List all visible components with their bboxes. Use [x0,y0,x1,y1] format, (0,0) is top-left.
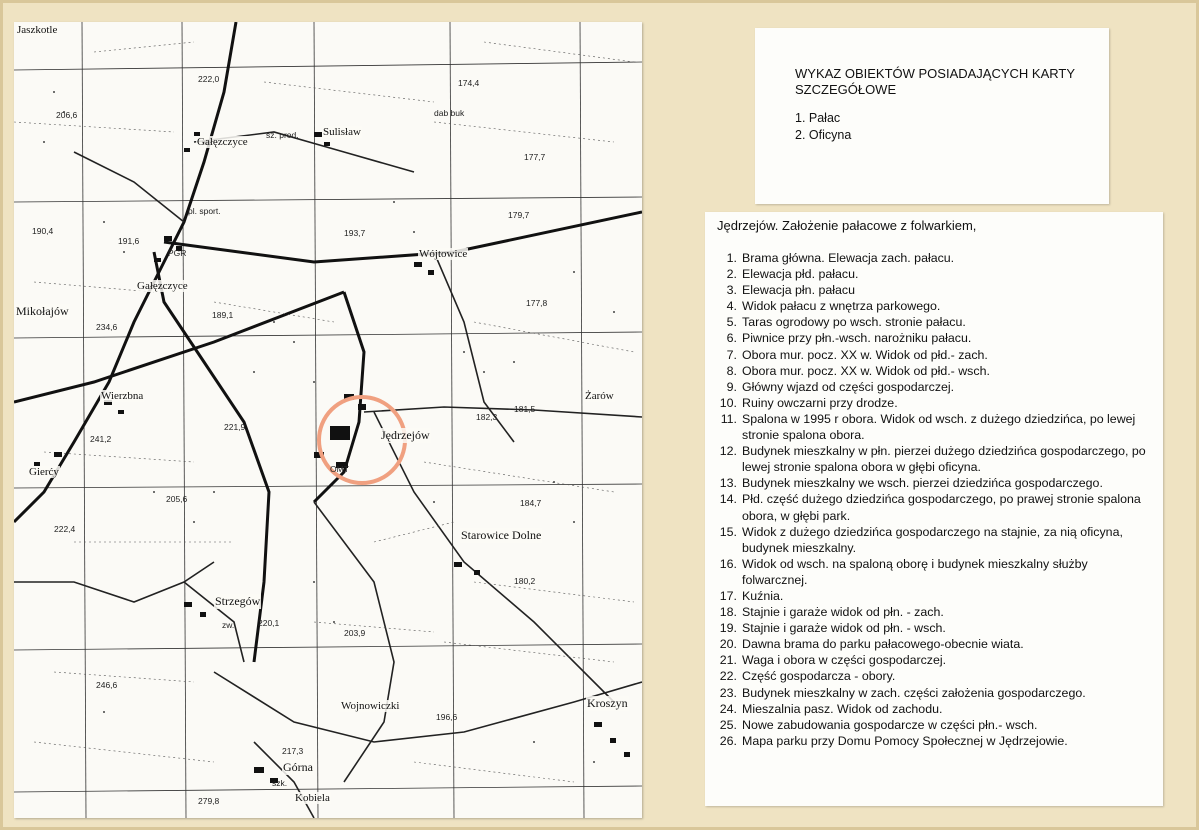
secondary-roads [14,132,642,818]
list-item-text: Część gospodarcza - obory. [742,669,896,684]
map-label: sz. prod. [266,130,299,140]
list-item-text: Ruiny owczarni przy drodze. [742,395,898,410]
list-item [715,250,1155,266]
list-item [715,314,1155,330]
list-item [715,395,1155,411]
list-item-number: 18. [719,605,737,620]
place-label: Gierćy [29,466,59,478]
spot-height: 191,6 [118,236,140,246]
orchard-dots [43,91,615,763]
list-item [715,491,1155,523]
list-item-number: 25. [719,717,737,732]
place-label: Wójtowice [419,248,468,260]
list-item-number: 23. [719,685,737,700]
list-item: 2. Oficyna [795,128,852,142]
building-clusters [34,132,630,783]
list-item-number: 14. [719,492,737,507]
detail-cards-note [755,28,1109,204]
map-label: pl. sport. [188,206,221,216]
detail-cards-list [795,110,851,144]
list-item-text: Nowe zabudowania gospodarcze w części płn.- wsch. [742,717,1038,732]
list-item-number: 5. [726,315,737,330]
spot-height: 221,9 [224,422,246,432]
list-item-number: 13. [719,476,737,491]
spot-height: 184,7 [520,498,542,508]
list-item [715,475,1155,491]
spot-height: 241,2 [90,434,112,444]
list-item-text: Elewacja płd. pałacu. [742,267,859,282]
place-label: Kroszyn [587,696,628,710]
spot-height: 193,7 [344,228,366,238]
list-item-text: Piwnice przy płn.-wsch. narożniku pałacu. [742,331,972,346]
list-item-number: 9. [726,379,737,394]
spot-height: 222,0 [198,74,220,84]
place-label: Sulisław [323,126,361,138]
list-item [715,652,1155,668]
list-item-number: 3. [726,283,737,298]
place-label: Gałęzczyce [197,136,248,148]
list-item-number: 12. [719,444,737,459]
place-label: Starowice Dolne [461,528,542,542]
list-item-text: Widok od wsch. na spaloną oborę i budynek mieszkalny służby folwarcznej. [742,556,1088,587]
place-label: Kobiela [295,792,330,804]
spot-height: 179,7 [508,210,530,220]
photo-index-note [705,212,1163,806]
photo-index-title: Jędrzejów. Założenie pałacowe z folwarkiem, [717,218,977,233]
list-item [715,685,1155,701]
list-item-text: Dawna brama do parku pałacowego-obecnie wiata. [742,637,1024,652]
list-item-number: 6. [726,331,737,346]
place-label: Górna [283,760,313,774]
list-item-number: 7. [726,347,737,362]
list-item [715,330,1155,346]
list-item [715,266,1155,282]
spot-height: 181,5 [514,404,536,414]
spot-height: 177,7 [524,152,546,162]
list-item [715,668,1155,684]
list-item-number: 11. [720,411,737,426]
spot-height: 206,6 [56,110,78,120]
spot-height: 220,1 [258,618,280,628]
place-label: Wierzbna [101,390,144,402]
list-item-text: Mapa parku przy Domu Pomocy Społecznej w Jędrzejowie. [742,733,1068,748]
spot-height: 234,6 [96,322,118,332]
list-item-text: Główny wjazd od części gospodarczej. [742,379,955,394]
list-item [715,363,1155,379]
spot-height: 174,4 [458,78,480,88]
list-item-text: Widok pałacu z wnętrza parkowego. [742,299,941,314]
list-item-text: Taras ogrodowy po wsch. stronie pałacu. [742,315,966,330]
list-item-text: Stajnie i garaże widok od płn. - zach. [742,605,944,620]
map-label: OMT [330,464,349,474]
spot-height: 222,4 [54,524,76,534]
spot-height: 189,1 [212,310,234,320]
spot-height: 279,8 [198,796,220,806]
map-label: dab buk [434,108,465,118]
spot-height: 180,2 [514,576,536,586]
list-item [715,717,1155,733]
list-item-number: 24. [719,701,737,716]
list-item-text: Płd. część dużego dziedzińca gospodarczego, po prawej stronie spalona obora, w głębi park. [742,492,1141,523]
place-label: Żarów [585,390,614,402]
list-item-number: 17. [719,588,737,603]
spot-height: 217,3 [282,746,304,756]
place-label: Jędrzejów [381,428,430,442]
list-item-text: Obora mur. pocz. XX w. Widok od płd.- zach. [742,347,988,362]
spot-height: 190,4 [32,226,54,236]
list-item [715,556,1155,588]
list-item-number: 4. [726,299,737,314]
place-label: Mikołajów [16,304,69,318]
list-item [715,411,1155,443]
list-item [715,620,1155,636]
map-drawing [14,22,642,818]
list-item [715,636,1155,652]
list-item-text: Widok z dużego dziedzińca gospodarczego na stajnie, za nią oficyna, budynek mieszkalny. [742,524,1123,555]
list-item-number: 20. [719,637,737,652]
list-item-number: 8. [726,363,737,378]
map-label: zw. [222,620,235,630]
list-item [715,443,1155,475]
detail-cards-title: WYKAZ OBIEKTÓW POSIADAJĄCYCH KARTY SZCZEGÓŁOWE [795,66,1075,97]
map-label: szk. [272,778,288,788]
topographic-map [14,22,642,818]
list-item-number: 2. [726,267,737,282]
list-item [715,379,1155,395]
list-item-number: 1. [726,251,737,265]
list-item-text: Waga i obora w części gospodarczej. [742,653,947,668]
place-label: Gałęzczyce [137,280,188,292]
list-item-text: Obora mur. pocz. XX w. Widok od płd.- wsch. [742,363,990,378]
spot-height: 205,6 [166,494,188,504]
map-label: PGR [168,248,187,258]
main-roads [14,22,642,662]
list-item [715,282,1155,298]
map-grid [14,22,642,818]
list-item [715,701,1155,717]
list-item [715,588,1155,604]
list-item-number: 16. [719,556,737,571]
list-item-text: Budynek mieszkalny w płn. pierzei dużego dziedzińca gospodarczego, po lewej stronie spalona obora w głębi oficyna. [742,444,1146,475]
list-item-text: Budynek mieszkalny we wsch. pierzei dziedzińca gospodarczego. [742,476,1103,491]
list-item [715,347,1155,363]
list-item-number: 21. [719,653,737,668]
list-item-number: 19. [719,621,737,636]
list-item-text: Stajnie i garaże widok od płn. - wsch. [742,621,946,636]
list-item-text: Brama główna. Elewacja zach. pałacu. [742,251,955,265]
list-item [715,524,1155,556]
list-item [715,298,1155,314]
list-item-text: Kuźnia. [742,588,784,603]
list-item-text: Budynek mieszkalny w zach. części założenia gospodarczego. [742,685,1086,700]
list-item-number: 26. [719,733,737,748]
spot-height: 182,3 [476,412,498,422]
list-item-text: Elewacja płn. pałacu [742,283,855,298]
list-item [715,604,1155,620]
place-label: Strzegów [215,594,261,608]
place-label: Wojnowiczki [341,700,400,712]
spot-height: 196,6 [436,712,458,722]
list-item [715,733,1155,749]
spot-height: 177,8 [526,298,548,308]
spot-height: 246,6 [96,680,118,690]
list-item-number: 22. [719,669,737,684]
list-item-text: Mieszalnia pasz. Widok od zachodu. [742,701,943,716]
place-label: Jaszkotle [17,24,58,36]
list-item-number: 15. [719,524,737,539]
list-item: 1. Pałac [795,111,841,125]
spot-height: 203,9 [344,628,366,638]
list-item-text: Spalona w 1995 r obora. Widok od wsch. z dużego dziedzińca, po lewej stronie spalona obora. [742,411,1136,443]
list-item-number: 10. [719,395,737,410]
photo-index-list [715,250,1155,749]
